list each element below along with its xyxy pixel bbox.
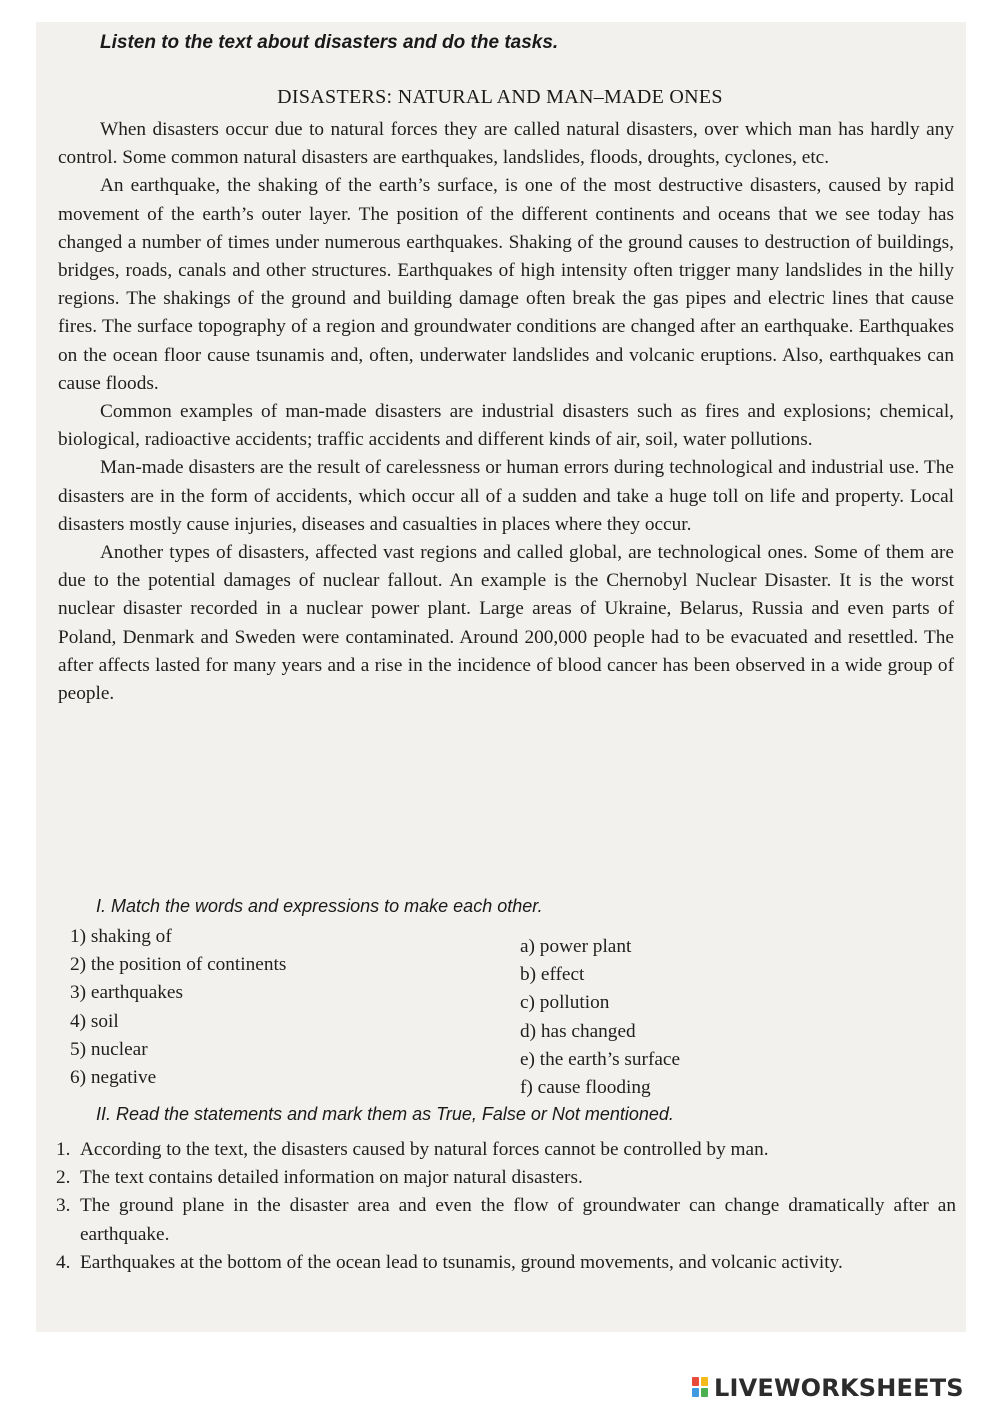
text-title: DISASTERS: NATURAL AND MAN–MADE ONES	[277, 86, 723, 108]
match-right-item[interactable]: d) has changed	[520, 1020, 636, 1042]
match-row	[70, 1038, 930, 1070]
matching-exercise	[70, 926, 930, 1098]
match-right-item[interactable]: b) effect	[520, 964, 585, 986]
match-left-item[interactable]: 4) soil	[70, 1010, 119, 1032]
match-left-item[interactable]: 6) negative	[70, 1066, 157, 1088]
match-row	[70, 1066, 930, 1098]
match-left-item[interactable]: 5) nuclear	[70, 1038, 148, 1060]
statement-item[interactable]	[56, 1249, 956, 1277]
liveworksheets-logo-icon	[692, 1377, 710, 1399]
match-left-item[interactable]: 1) shaking of	[70, 926, 172, 947]
task-2-title: II. Read the statements and mark them as True, False or Not mentioned.	[96, 1104, 674, 1124]
match-row	[70, 982, 930, 1014]
liveworksheets-wordmark: LIVEWORKSHEETS	[714, 1374, 964, 1402]
statements-list	[56, 1136, 956, 1277]
match-right-item[interactable]: a) power plant	[520, 936, 632, 957]
match-right-item[interactable]: c) pollution	[520, 992, 610, 1014]
statement-item[interactable]	[56, 1164, 956, 1192]
paragraph: An earthquake, the shaking of the earth’s surface, is one of the most destructive disasters, caused by rapid movement of the earth’s outer layer. The position of the different continents and oceans that we see today has changed a number of times under numerous earthquakes. Shaking of the ground causes to destruction of buildings, bridges, roads, canals and other structures. Earthquakes of high intensity often trigger many landslides in the hilly regions. The shakings of the ground and building damage often break the gas pipes and electric lines that cause fires. The surface topography of a region and groundwater conditions are changed after an earthquake. Earthquakes on the ocean floor cause tsunamis and, often, underwater landslides and volcanic eruptions. Also, earthquakes can cause floods.	[58, 175, 954, 394]
match-row	[70, 926, 930, 957]
liveworksheets-watermark	[692, 1374, 964, 1402]
statement-number: 1.	[56, 1139, 71, 1160]
paragraph: Man-made disasters are the result of carelessness or human errors during technological and industrial use. The disasters are in the form of accidents, which occur all of a sudden and take a huge toll on life and property. Local disasters mostly cause injuries, diseases and casualties in places where they occur.	[58, 457, 954, 535]
match-row	[70, 954, 930, 986]
listening-instruction: Listen to the text about disasters and do the tasks.	[100, 32, 559, 53]
statement-text: The ground plane in the disaster area and even the flow of groundwater can change dramatically after an earthquake.	[80, 1195, 956, 1245]
statement-item[interactable]	[56, 1136, 956, 1164]
statement-number: 3.	[56, 1195, 71, 1217]
match-right-item[interactable]: f) cause flooding	[520, 1076, 651, 1098]
statement-number: 4.	[56, 1251, 71, 1273]
match-left-item[interactable]: 3) earthquakes	[70, 982, 183, 1004]
match-left-item[interactable]: 2) the position of continents	[70, 954, 287, 976]
paragraph: Another types of disasters, affected vast regions and called global, are technological ones. Some of them are due to the potential damages of nuclear fallout. An example is the Chernobyl Nuclear Disaster. It is the worst nuclear disaster recorded in a nuclear power plant. Large areas of Ukraine, Belarus, Russia and even parts of Poland, Denmark and Sweden were contaminated. Around 200,000 people had to be evacuated and resettled. The after affects lasted for many years and a rise in the incidence of blood cancer has been observed in a wide group of people.	[58, 542, 954, 705]
paragraph: Common examples of man-made disasters are industrial disasters such as fires and explosions; chemical, biological, radioactive accidents; traffic accidents and different kinds of air, soil, water pollutions.	[58, 401, 954, 451]
statement-text: The text contains detailed information on major natural disasters.	[80, 1167, 583, 1189]
match-row	[70, 1010, 930, 1042]
statement-text: According to the text, the disasters caused by natural forces cannot be controlled by man.	[80, 1139, 769, 1160]
match-right-item[interactable]: e) the earth’s surface	[520, 1048, 681, 1070]
task-1-title: I. Match the words and expressions to make each other.	[96, 896, 543, 916]
paragraph: When disasters occur due to natural forces they are called natural disasters, over which man has hardly any control. Some common natural disasters are earthquakes, landslides, floods, droughts, cyclones, etc.	[58, 119, 954, 169]
reading-text	[58, 116, 954, 708]
statement-item[interactable]	[56, 1192, 956, 1248]
statement-text: Earthquakes at the bottom of the ocean lead to tsunamis, ground movements, and volcanic activity.	[80, 1251, 843, 1273]
statement-number: 2.	[56, 1167, 71, 1189]
